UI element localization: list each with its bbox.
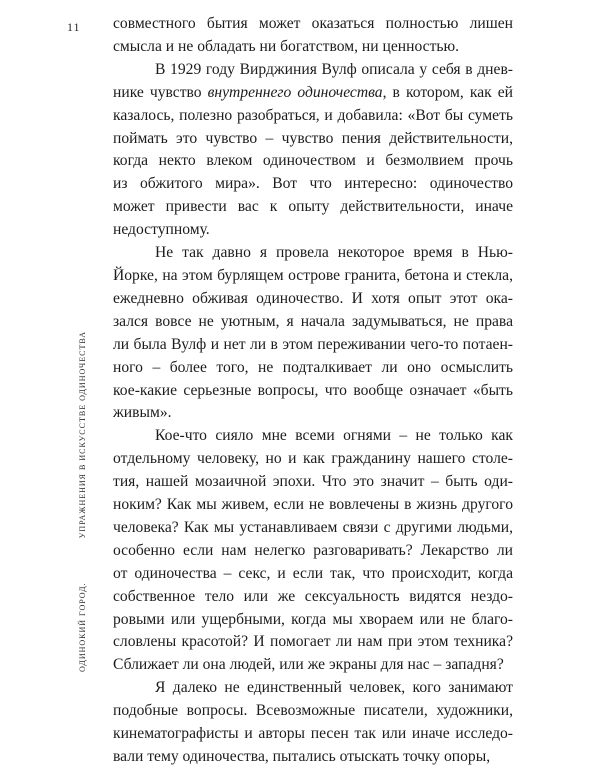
paragraph-others bbox=[113, 677, 513, 769]
text-line: зался вовсе не уютным, я начала задумываться, не права bbox=[113, 312, 513, 330]
text-line: словлены красотой? И помогает ли нам при этом техника? bbox=[113, 633, 513, 651]
text-line: отдельному человеку, но и как гражданину нашего столе- bbox=[113, 450, 513, 468]
text-line: когда некто влеком одиночеством и безмолвием прочь bbox=[113, 152, 513, 170]
text-line: собственное тело или же сексуальность видятся нездо- bbox=[113, 587, 513, 605]
text-line: Кое-что сияло мне всеми огнями – не только как bbox=[155, 427, 513, 445]
text-line: ного – более того, не подталкивает ли оно осмыслить bbox=[113, 358, 513, 376]
text-line: ежедневно обживая одиночество. И хотя опыт этот ока- bbox=[113, 289, 513, 307]
text-line: подобные вопросы. Всевозможные писатели, художники, bbox=[113, 702, 513, 720]
running-head-subtitle: УПРАЖНЕНИЯ В ИСКУССТВЕ ОДИНОЧЕСТВА bbox=[78, 331, 87, 539]
text-line: ноким? Как мы живем, если не вовлечены в жизнь другого bbox=[113, 496, 513, 514]
text-line: вали тему одиночества, пытались отыскать точку опоры, bbox=[113, 748, 491, 765]
paragraph-woolf bbox=[113, 59, 513, 242]
page-number: 11 bbox=[67, 20, 81, 34]
text-line: Не так давно я провела некоторое время в Нью- bbox=[155, 244, 513, 262]
text-line: Йорке, на этом бурлящем острове гранита, бетона и стекла, bbox=[113, 266, 513, 284]
text-line: недоступному. bbox=[113, 221, 210, 239]
text-line: особенно если нам нелегко разговаривать? Лекарство ли bbox=[113, 541, 513, 559]
running-head bbox=[78, 331, 87, 672]
text-line: живым». bbox=[113, 404, 172, 422]
running-head-book-title: ОДИНОКИЙ ГОРОД. bbox=[78, 582, 87, 672]
text-line: кинематографисты и авторы песен так или иначе исследо- bbox=[113, 725, 513, 743]
text-line: Сближает ли она людей, или же экраны для нас – западня? bbox=[113, 656, 504, 674]
paragraph-questions bbox=[113, 425, 513, 677]
text-line: смысла и не обладать ни богатством, ни ценностью. bbox=[113, 37, 460, 55]
text-line bbox=[113, 82, 513, 105]
text-line: из обжитого мира». Вот что интересно: одиночество bbox=[113, 175, 513, 193]
text-line: тия, нашей мозаичной эпохи. Что это значит – быть оди- bbox=[113, 473, 513, 491]
text-line: кое-какие серьезные вопросы, что вообще означает «быть bbox=[113, 381, 513, 399]
text-line: от одиночества – секс, и если так, что происходит, когда bbox=[113, 564, 513, 582]
text-line: казалось, полезно разобраться, и добавила: «Вот бы суметь bbox=[113, 106, 513, 124]
paragraph-continuation bbox=[113, 13, 513, 59]
body-text bbox=[113, 13, 513, 769]
text-line: ли была Вулф и нет ли в этом переживании чего-то потаен- bbox=[113, 335, 513, 353]
text-line: Я далеко не единственный человек, кого занимают bbox=[155, 679, 513, 697]
paragraph-new-york bbox=[113, 242, 513, 425]
text-line: поймать это чувство – чувство пения действительности, bbox=[113, 129, 513, 147]
text-line: В 1929 году Вирджиния Вулф описала у себя в днев- bbox=[155, 60, 513, 78]
text-line: человека? Как мы устанавливаем связи с другими людьми, bbox=[113, 518, 513, 536]
text-line: ровыми или ущербными, когда мы хвораем или не благо- bbox=[113, 610, 513, 628]
text-line: совместного бытия может оказаться полностью лишен bbox=[113, 15, 513, 32]
text-fragment: нике чувство bbox=[113, 83, 208, 101]
text-line: может привести вас к опыту действительности, иначе bbox=[113, 198, 513, 216]
text-fragment: , в котором, как ей bbox=[382, 83, 514, 101]
emphasis-text: внутреннего одиночества bbox=[207, 83, 383, 101]
